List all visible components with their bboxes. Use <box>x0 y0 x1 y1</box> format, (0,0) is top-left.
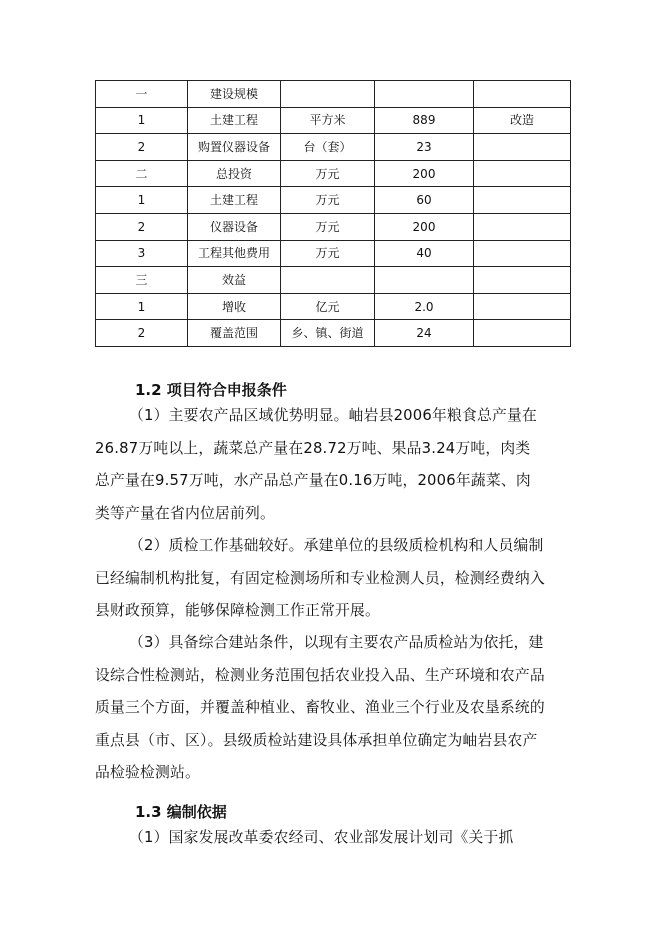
table-cell-item: 土建工程 <box>188 187 281 214</box>
table-row <box>96 240 571 267</box>
table-cell-item: 仪器设备 <box>188 213 281 240</box>
table-cell-unit: 台（套） <box>281 134 375 161</box>
table-cell-item: 购置仪器设备 <box>188 134 281 161</box>
table-cell-item: 覆盖范围 <box>188 320 281 347</box>
table-row <box>96 187 571 214</box>
table-cell-value: 40 <box>375 240 474 267</box>
table-cell-unit: 万元 <box>281 160 375 187</box>
table-cell-note <box>474 160 571 187</box>
table-row <box>96 213 571 240</box>
table-cell-value <box>375 267 474 294</box>
table-cell-no: 二 <box>96 160 188 187</box>
table-cell-no: 2 <box>96 320 188 347</box>
table-row <box>96 81 571 108</box>
construction-scale-table <box>95 80 571 347</box>
table-cell-value: 889 <box>375 107 474 134</box>
table-cell-no: 一 <box>96 81 188 108</box>
table-cell-note <box>474 187 571 214</box>
table-cell-value: 2.0 <box>375 293 474 320</box>
table-cell-value: 200 <box>375 160 474 187</box>
table-cell-no: 1 <box>96 187 188 214</box>
table-cell-value: 24 <box>375 320 474 347</box>
table-cell-unit: 亿元 <box>281 293 375 320</box>
paragraph-1-2-item-1: （1）主要农产品区域优势明显。岫岩县2006年粮食总产量在26.87万吨以上，蔬菜总产量在28.72万吨、果品3.24万吨，肉类总产量在9.57万吨，水产品总产量在0.16万吨，2006年蔬菜、肉类等产量在省内位居前列。 <box>95 407 537 522</box>
table-cell-unit: 万元 <box>281 187 375 214</box>
paragraph-1-2-item-2: （2）质检工作基础较好。承建单位的县级质检机构和人员编制已经编制机构批复，有固定检测场所和专业检测人员，检测经费纳入县财政预算，能够保障检测工作正常开展。 <box>95 537 545 619</box>
table-cell-unit: 万元 <box>281 240 375 267</box>
paragraph-1-3-item-1: （1）国家发展改革委农经司、农业部发展计划司《关于抓 <box>129 829 514 846</box>
table-row <box>96 320 571 347</box>
table-cell-unit <box>281 81 375 108</box>
table-cell-note <box>474 320 571 347</box>
table-cell-note <box>474 267 571 294</box>
table-row <box>96 107 571 134</box>
table-cell-no: 1 <box>96 107 188 134</box>
paragraph-1-2-item-3: （3）具备综合建站条件，以现有主要农产品质检站为依托，建设综合性检测站，检测业务范围包括农业投入品、生产环境和农产品质量三个方面，并覆盖种植业、畜牧业、渔业三个行业及农垦系统的重点县（市、区）。县级质检站建设具体承担单位确定为岫岩县农产品检验检测站。 <box>95 634 545 781</box>
table-cell-value: 23 <box>375 134 474 161</box>
table-row <box>96 134 571 161</box>
table-cell-unit: 平方米 <box>281 107 375 134</box>
table-cell-value: 200 <box>375 213 474 240</box>
table-row <box>96 160 571 187</box>
table-cell-note <box>474 81 571 108</box>
table-cell-note <box>474 213 571 240</box>
table-cell-item: 建设规模 <box>188 81 281 108</box>
table-cell-value <box>375 81 474 108</box>
table-cell-no: 3 <box>96 240 188 267</box>
table-row <box>96 267 571 294</box>
table-cell-unit <box>281 267 375 294</box>
table-cell-item: 土建工程 <box>188 107 281 134</box>
table-cell-no: 2 <box>96 213 188 240</box>
table-cell-item: 效益 <box>188 267 281 294</box>
table-cell-item: 增收 <box>188 293 281 320</box>
section-heading-1-3: 1.3 编制依据 <box>135 803 227 821</box>
table-cell-no: 1 <box>96 293 188 320</box>
table-cell-value: 60 <box>375 187 474 214</box>
table-cell-no: 2 <box>96 134 188 161</box>
table-cell-note <box>474 293 571 320</box>
table-row <box>96 293 571 320</box>
table-cell-item: 工程其他费用 <box>188 240 281 267</box>
table-cell-note: 改造 <box>474 107 571 134</box>
section-heading-1-2: 1.2 项目符合申报条件 <box>135 381 287 399</box>
table-cell-unit: 万元 <box>281 213 375 240</box>
table-cell-note <box>474 134 571 161</box>
table-cell-item: 总投资 <box>188 160 281 187</box>
table-cell-unit: 乡、镇、街道 <box>281 320 375 347</box>
table-cell-no: 三 <box>96 267 188 294</box>
table-cell-note <box>474 240 571 267</box>
